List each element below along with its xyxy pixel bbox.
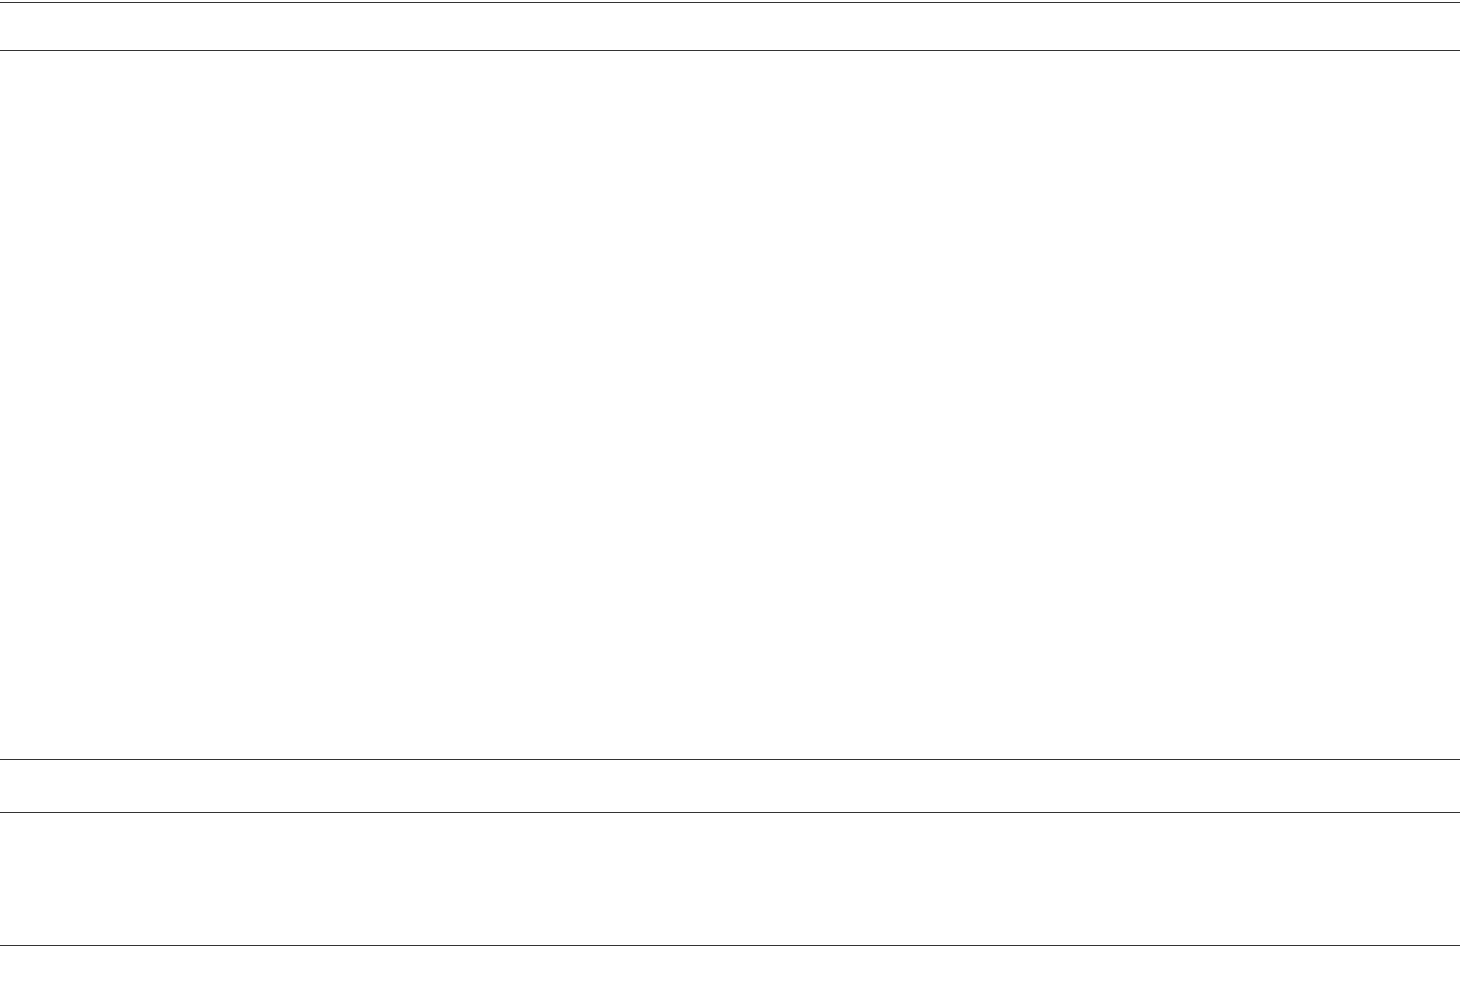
header-rule-2 xyxy=(0,812,1460,813)
top-rule xyxy=(0,2,1460,3)
bottom-rule xyxy=(0,945,1460,946)
section-rule xyxy=(0,759,1460,760)
header-rule xyxy=(0,50,1460,51)
